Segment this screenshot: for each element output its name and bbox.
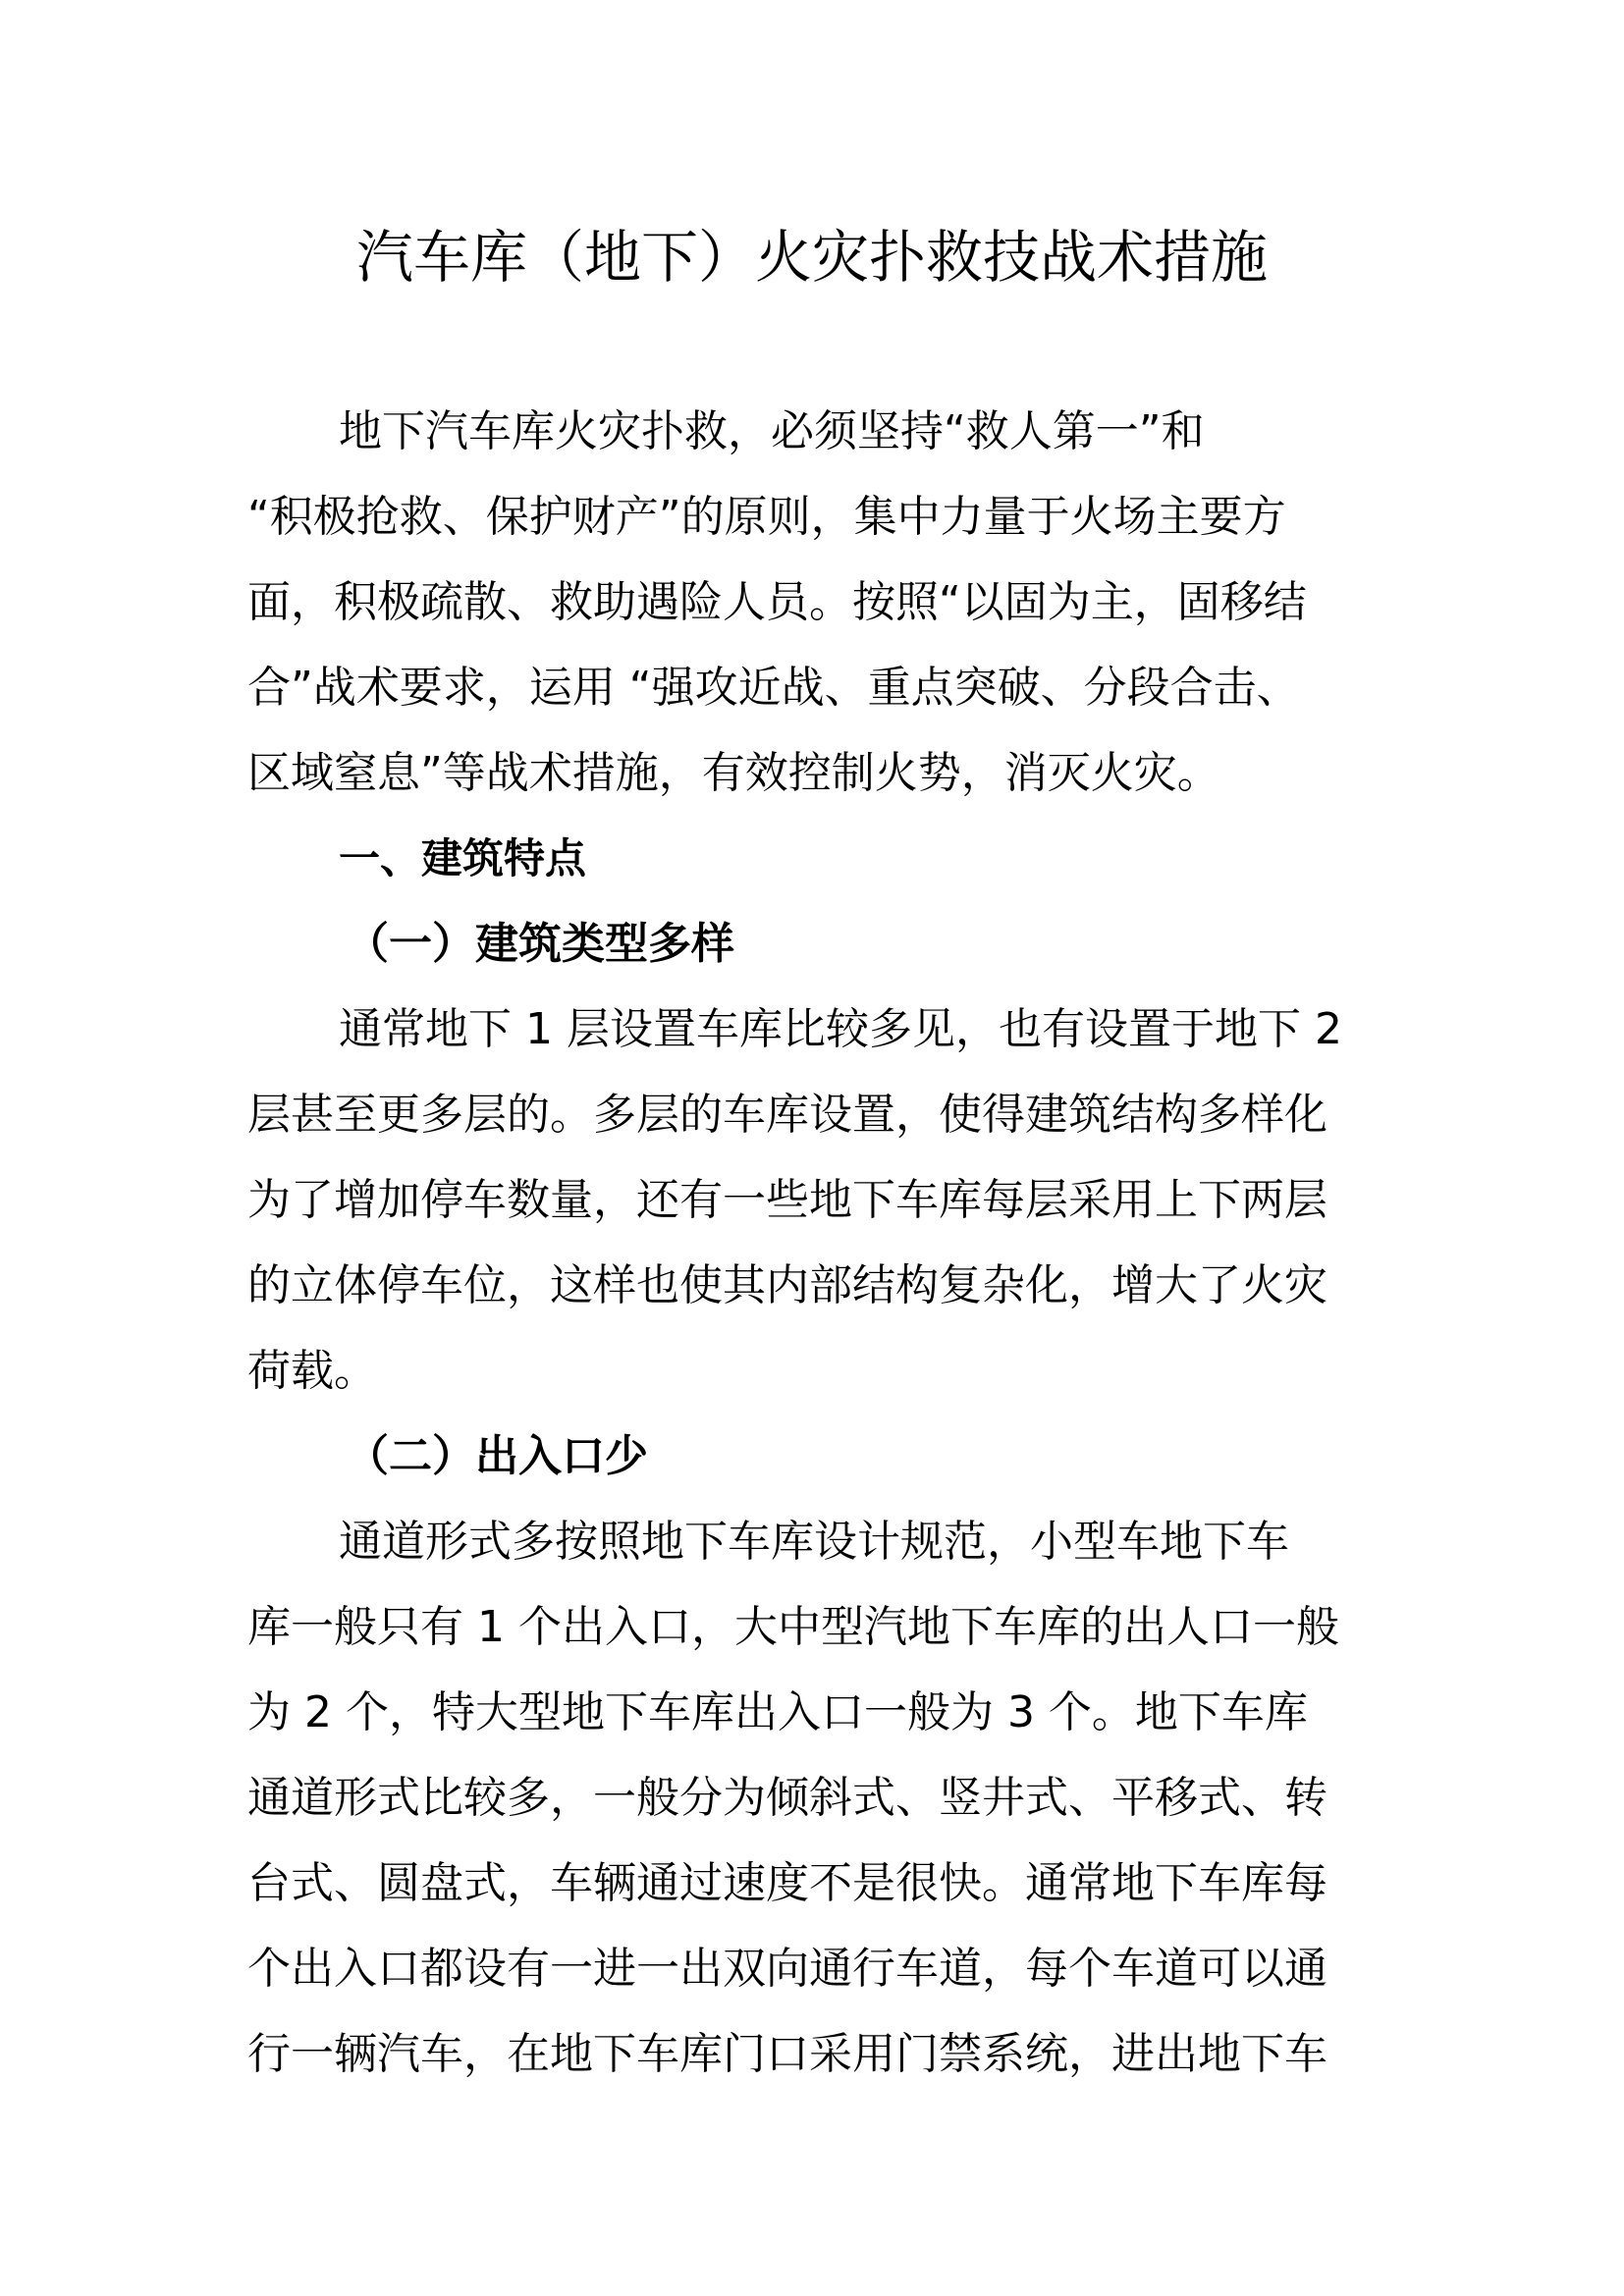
sub2-line-5: 台式、圆盘式，车辆通过速度不是很快。通常地下车库每 <box>247 1858 1327 1908</box>
intro-line-5: 区域窒息”等战术措施，有效控制火势，消灭火灾。 <box>247 748 1220 798</box>
sub2-line-1: 通道形式多按照地下车库设计规范，小型车地下车 <box>339 1517 1289 1567</box>
sub1-line-4: 的立体停车位，这样也使其内部结构复杂化，增大了火灾 <box>247 1260 1327 1310</box>
subsection-heading-1: （一）建筑类型多样 <box>346 919 734 969</box>
sub2-line-7: 行一辆汽车，在地下车库门口采用门禁系统，进出地下车 <box>247 2029 1327 2079</box>
sub2-line-3: 为 2 个，特大型地下车库出入口一般为 3 个。地下车库 <box>247 1687 1308 1737</box>
intro-line-2: “积极抢救、保护财产”的原则，集中力量于火场主要方 <box>247 492 1286 542</box>
sub1-line-5: 荷载。 <box>247 1346 377 1396</box>
intro-line-4: 合”战术要求，运用 “强攻近战、重点突破、分段合击、 <box>247 663 1300 713</box>
sub2-line-4: 通道形式比较多，一般分为倾斜式、竖井式、平移式、转 <box>247 1773 1327 1823</box>
intro-line-1: 地下汽车库火灾扑救，必须坚持“救人第一”和 <box>339 406 1205 456</box>
intro-line-3: 面，积极疏散、救助遇险人员。按照“以固为主，固移结 <box>247 577 1307 627</box>
sub2-line-6: 个出入口都设有一进一出双向通行车道，每个车道可以通 <box>247 1944 1327 1994</box>
sub1-line-3: 为了增加停车数量，还有一些地下车库每层采用上下两层 <box>247 1175 1327 1225</box>
sub1-line-2: 层甚至更多层的。多层的车库设置，使得建筑结构多样化 <box>247 1090 1327 1140</box>
sub1-line-1: 通常地下 1 层设置车库比较多见，也有设置于地下 2 <box>339 1004 1342 1054</box>
sub2-line-2: 库一般只有 1 个出入口，大中型汽地下车库的出人口一般 <box>247 1602 1339 1652</box>
subsection-heading-2: （二）出入口少 <box>346 1431 648 1481</box>
document-title: 汽车库（地下）火灾扑救技战术措施 <box>355 224 1268 291</box>
section-heading-1: 一、建筑特点 <box>339 834 587 882</box>
